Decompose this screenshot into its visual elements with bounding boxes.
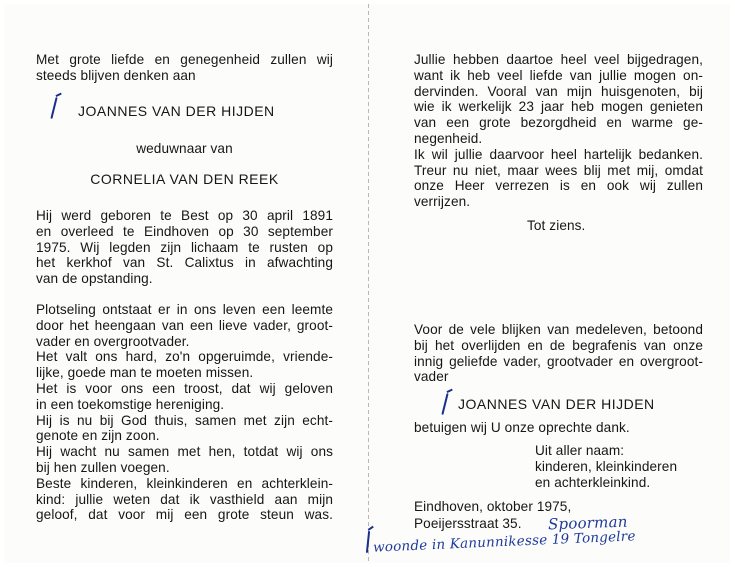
text-line: Plotseling ontstaat er in ons leven een leemte xyxy=(36,302,333,317)
text-line: Jullie hebben daartoe heel veel bijgedragen, xyxy=(414,52,703,67)
deceased-name-repeat: JOANNES VAN DER HIJDEN xyxy=(458,396,655,412)
text-line: bij hen zullen voegen. xyxy=(36,459,170,475)
text-line: Hij wacht nu samen met hen, totdat wij ons xyxy=(36,444,333,460)
signoff-line: en achterkleinkind. xyxy=(535,474,651,490)
bio-line: het kerkhof van St. Calixtus in afwachting xyxy=(36,255,333,271)
handwritten-note: woonde in Kanunnikesse 19 Tongelre xyxy=(372,528,636,556)
text-line: wie ik werkelijk 23 jaar heb mogen genieten xyxy=(414,99,703,115)
text-line: kind: jullie weten dat ik vasthield aan mijn xyxy=(36,491,333,507)
text-line: onze Heer verrezen is en ook wij zullen xyxy=(414,178,703,194)
farewell: Tot ziens. xyxy=(527,218,586,233)
text-line: bij het overlijden en de begrafenis van onze xyxy=(414,337,703,353)
text-line: vader en overgrootvader. xyxy=(36,333,190,349)
text-line: innig geliefde vader, grootvader en overgroot- xyxy=(414,353,703,369)
bio-line: en overleed te Eindhoven op 30 september xyxy=(36,223,333,239)
place-date: Eindhoven, oktober 1975, xyxy=(414,499,572,514)
signoff-line: kinderen, kleinkinderen xyxy=(535,458,678,474)
address: Poeijersstraat 35. xyxy=(414,516,522,531)
text-line: Het is voor ons een troost, dat wij geloven xyxy=(36,380,333,396)
fold-line xyxy=(368,4,369,563)
text-line: Voor de vele blijken van medeleven, betoond xyxy=(414,322,703,337)
intro-line-1: Met grote liefde en genegenheid zullen wij xyxy=(36,52,333,67)
bio-line: Hij werd geboren te Best op 30 april 1891 xyxy=(36,208,333,223)
text-line: verrijzen. xyxy=(414,194,471,210)
gratitude-line: betuigen wij U onze oprechte dank. xyxy=(414,420,630,435)
right-column xyxy=(414,52,703,210)
text-line: van een grote bezorgdheid en warme ge- xyxy=(414,115,703,131)
text-line: Beste kinderen, kleinkinderen en achterklein- xyxy=(36,475,333,491)
text-line: lijke, goede man te moeten missen. xyxy=(36,365,254,381)
text-line: vader xyxy=(414,369,449,385)
widower-label: weduwnaar van xyxy=(136,141,233,156)
reflection xyxy=(36,302,333,523)
text-line: in een toekomstige hereniging. xyxy=(36,396,225,412)
text-line: genote en zijn zoon. xyxy=(36,428,160,444)
text-line: want ik heb veel liefde van jullie mogen on- xyxy=(414,67,703,83)
bio-line: 1975. Wij legden zijn lichaam te rusten op xyxy=(36,239,333,255)
text-line: Het valt ons hard, zo'n opgeruimde, vriende- xyxy=(36,349,333,365)
deceased-name: JOANNES VAN DER HIJDEN xyxy=(78,103,275,119)
text-line: negenheid. xyxy=(414,130,483,146)
text-line: Ik wil jullie daarvoor heel hartelijk bedanken. xyxy=(414,146,703,162)
text-line: dervinden. Vooral van mijn huisgenoten, bij xyxy=(414,83,703,99)
handwritten-note: Spoorman xyxy=(547,512,628,534)
spouse-name: CORNELIA VAN DEN REEK xyxy=(90,171,279,187)
biography xyxy=(36,208,333,287)
signoff-line: Uit aller naam: xyxy=(535,443,625,458)
acknowledgement xyxy=(414,322,703,385)
text-line: Treur nu niet, maar wees blij met mij, omdat xyxy=(414,162,703,178)
text-line: door het heengaan van een lieve vader, groot- xyxy=(36,317,333,333)
intro-line-2: steeds blijven denken aan xyxy=(36,67,196,83)
text-line: Hij is nu bij God thuis, samen met zijn echt- xyxy=(36,412,333,428)
text-line: geloof, dat voor mij een grote steun was. xyxy=(36,507,333,523)
bio-line: van de opstanding. xyxy=(36,271,153,287)
left-column xyxy=(36,52,333,84)
signoff xyxy=(535,443,705,490)
